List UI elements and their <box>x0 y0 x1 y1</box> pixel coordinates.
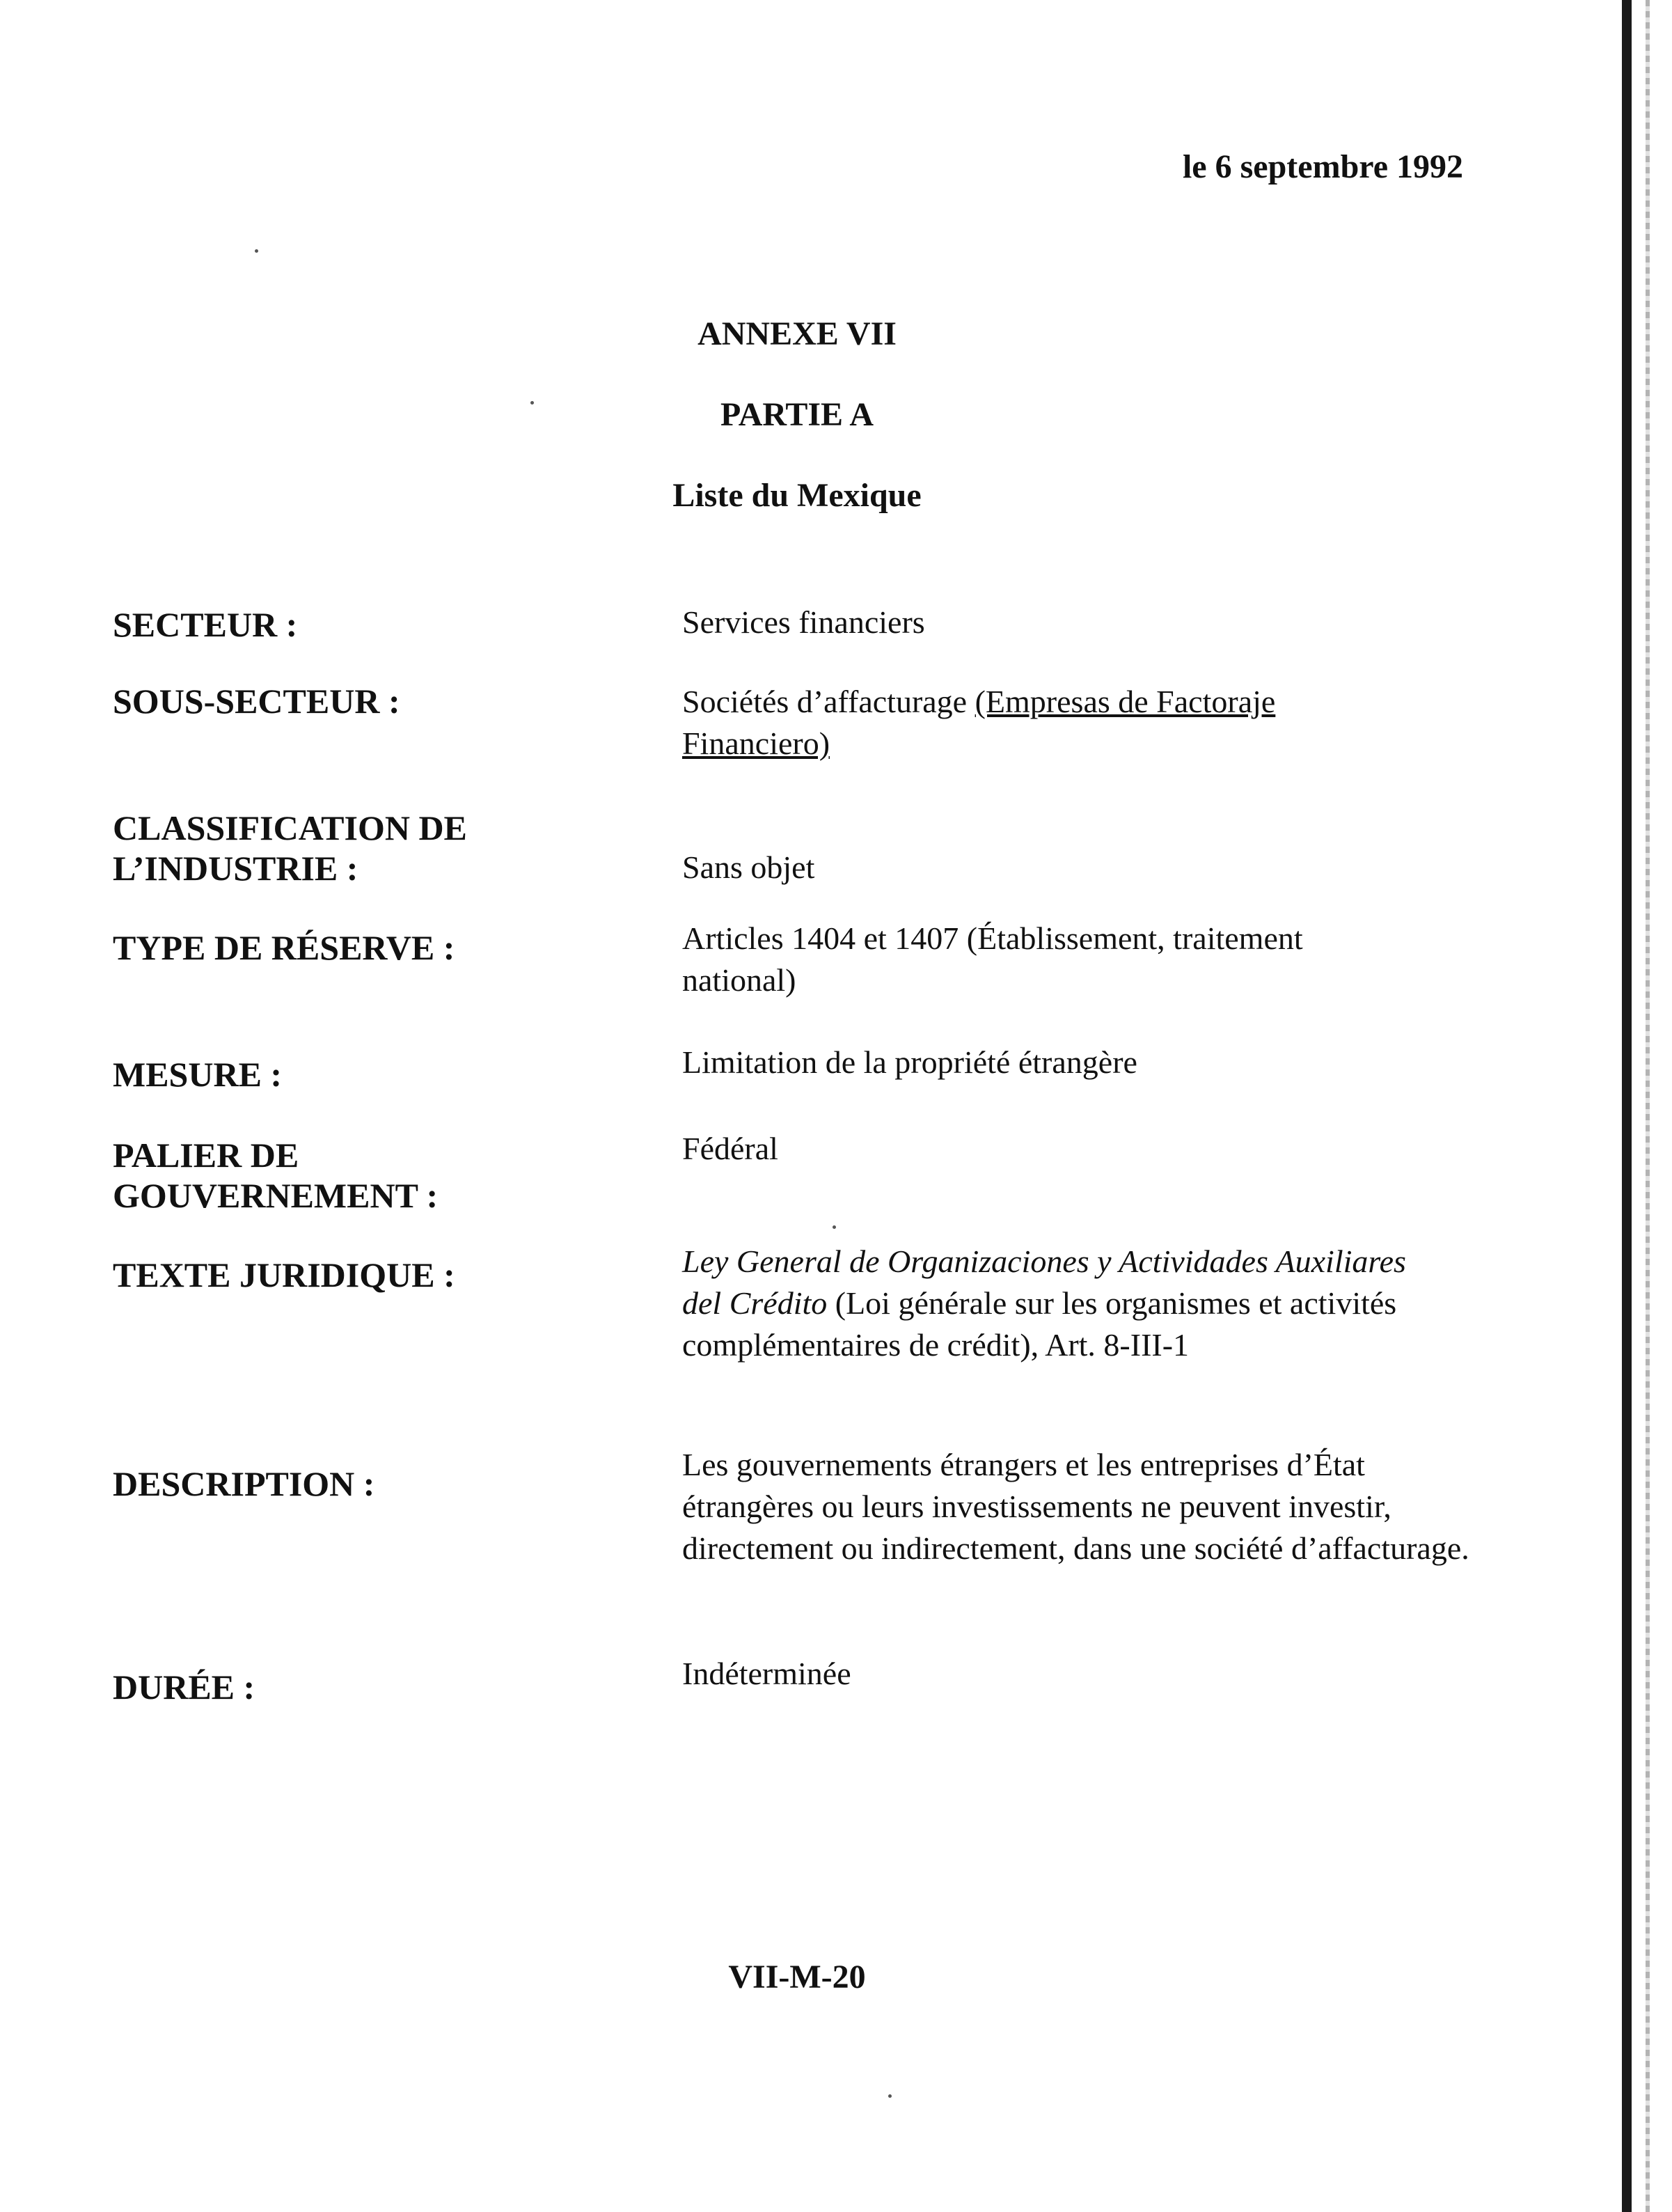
government-level-label-line2: GOUVERNEMENT : <box>113 1176 439 1215</box>
legal-text-label: TEXTE JURIDIQUE : <box>113 1255 455 1294</box>
government-level-label <box>113 1135 656 1216</box>
subsector-value-prefix: Sociétés d’affacturage <box>682 684 975 719</box>
government-level-label-line1: PALIER DE <box>113 1136 299 1175</box>
scan-speck <box>833 1225 836 1229</box>
list-title: Liste du Mexique <box>672 477 922 514</box>
measure-value: Limitation de la propriété étrangère <box>682 1044 1137 1080</box>
description-label: DESCRIPTION : <box>113 1464 375 1503</box>
government-level-value: Fédéral <box>682 1131 778 1166</box>
subsector-value <box>682 681 1378 764</box>
sector-value: Services financiers <box>682 604 925 640</box>
duration-label: DURÉE : <box>113 1668 255 1707</box>
classification-label-line1: CLASSIFICATION DE <box>113 808 467 847</box>
part-title: PARTIE A <box>720 396 874 433</box>
scan-page-edge <box>1622 0 1632 2212</box>
annex-title: ANNEXE VII <box>697 315 897 352</box>
classification-value: Sans objet <box>682 849 815 885</box>
reservation-type-label: TYPE DE RÉSERVE : <box>113 928 455 967</box>
legal-text-value-law-name: Ley General de Organizaciones y Actividades Auxiliares del Crédito <box>682 1244 1406 1321</box>
scan-edge-shadow <box>1646 0 1650 2212</box>
classification-label <box>113 808 656 888</box>
measure-label: MESURE : <box>113 1055 283 1094</box>
reservation-type-value: Articles 1404 et 1407 (Établissement, traitement national) <box>682 920 1303 998</box>
document-date: le 6 septembre 1992 <box>1182 148 1463 185</box>
scan-speck <box>255 249 258 253</box>
page-reference: VII-M-20 <box>728 1959 866 1995</box>
sector-label: SECTEUR : <box>113 605 298 644</box>
legal-text-value <box>682 1241 1448 1366</box>
legal-text-value-rest: (Loi générale sur les organismes et activités complémentaires de crédit), Art. 8-III-1 <box>682 1285 1397 1363</box>
subsector-label: SOUS-SECTEUR : <box>113 682 400 721</box>
classification-label-line2: L’INDUSTRIE : <box>113 849 358 888</box>
scan-speck <box>888 2094 892 2098</box>
duration-value: Indéterminée <box>682 1656 851 1691</box>
subsector-value-spanish: (Empresas de Factoraje Financiero) <box>682 684 1276 761</box>
description-value: Les gouvernements étrangers et les entreprises d’État étrangères ou leurs investissements ne peuvent investir, directement ou indirectement, dans une société d’affacturage. <box>682 1447 1469 1566</box>
